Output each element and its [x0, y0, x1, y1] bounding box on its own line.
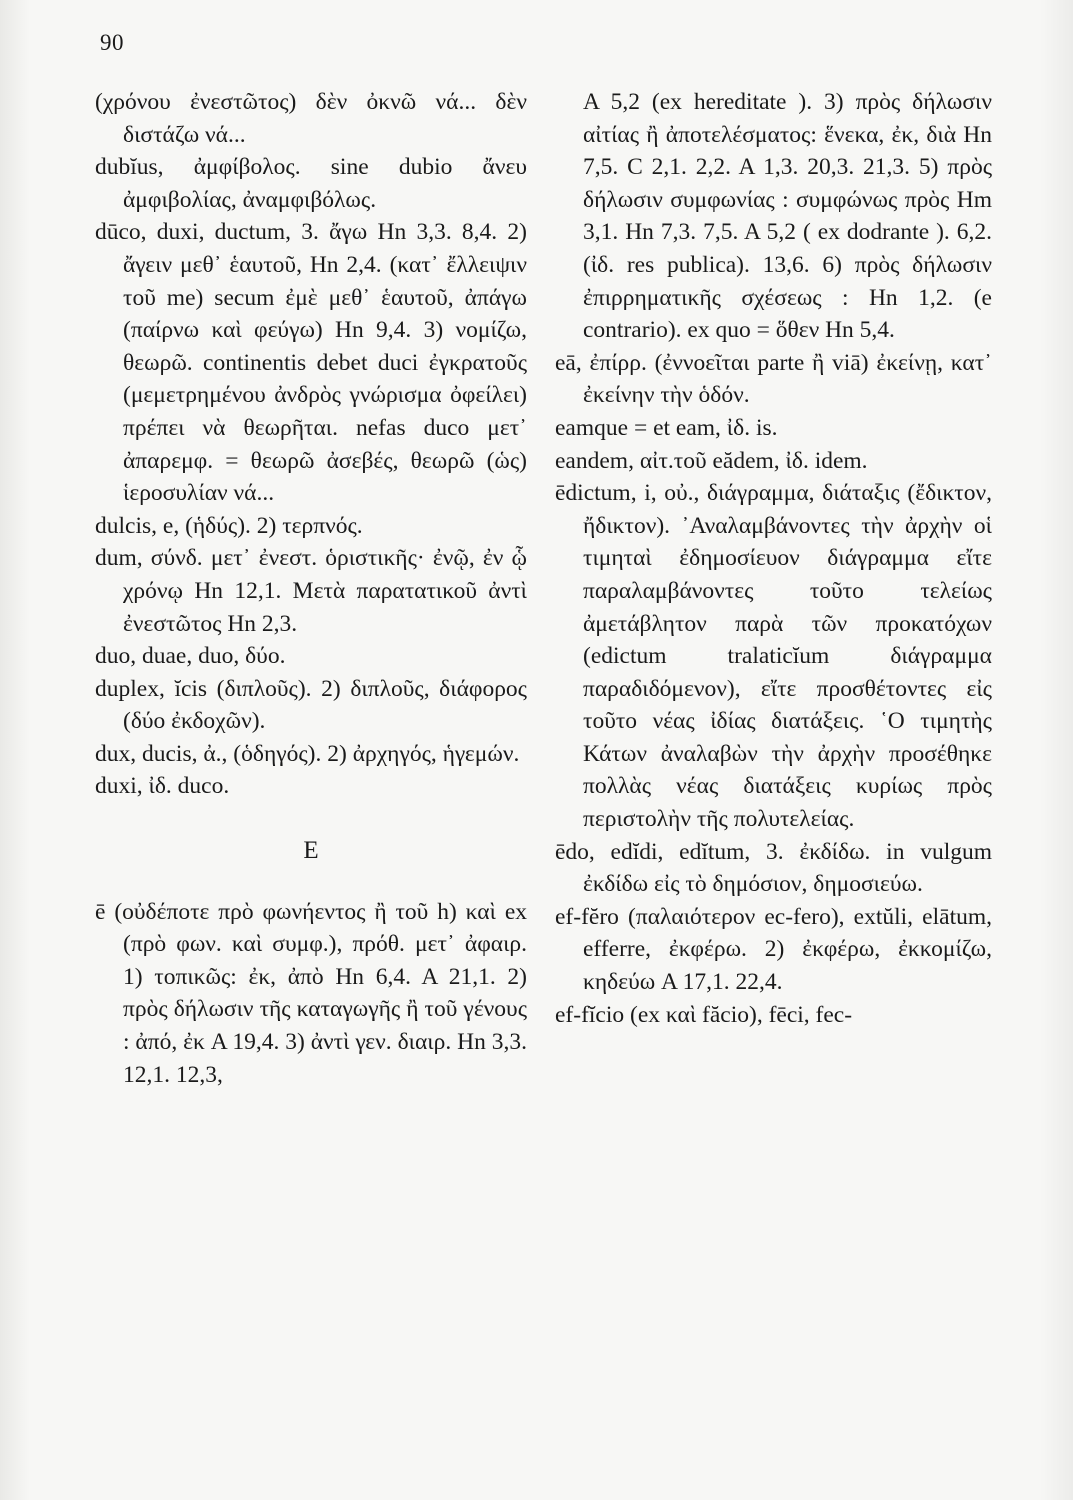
dictionary-entry: ef-fĭcio (ex καὶ făcio), fēci, fec- [555, 1001, 853, 1028]
dictionary-entry: dux, ducis, ἀ., (ὁδηγός). 2) ἀρχηγός, ἡγεμών. [95, 740, 520, 767]
section-letter-heading: E [303, 837, 319, 865]
dictionary-entry: ēdictum, i, οὐ., διάγραμμα, διάταξις (ἔδικτον, ἤδικτον). ᾿Αναλαμβάνοντες τὴν ἀρχὴν οἱ τιμηταὶ ἐδημοσίευον διάγραμμα εἴτε παραλαμβάνοντες τοῦτο τελείως ἀμετάβλητον παρὰ τῶν προκατόχων (edictum tralaticĭum διάγραμμα παραδιδόμενον), εἴτε προσθέτοντες εἰς τοῦτο νέας ἰδίας διατάξεις. ῾Ο τιμητὴς Κάτων ἀναλαβὼν τὴν ἀρχὴν προσέθηκε πολλὰς νέας διατάξεις κυρίως πρὸς περιστολὴν τῆς πολυτελείας. [555, 480, 992, 833]
page-number: 90 [100, 30, 124, 55]
dictionary-entry: ē (οὐδέποτε πρὸ φωνήεντος ἢ τοῦ h) καὶ ex (πρὸ φων. καὶ συμφ.), πρόθ. μετ᾽ ἀφαιρ. 1) τοπικῶς: ἐκ, ἀπὸ Hn 6,4. A 21,1. 2) πρὸς δήλωσιν τῆς καταγωγῆς ἢ τοῦ γένους : ἀπό, ἐκ A 19,4. 3) ἀντὶ γεν. διαιρ. Hn 3,3. 12,1. 12,3, [95, 898, 527, 1088]
right-column [555, 86, 992, 1031]
dictionary-entry: eamque = et eam, ἰδ. is. [555, 414, 778, 441]
dictionary-entry: dubĭus, ἀμφίβολος. sine dubio ἄνευ ἀμφιβολίας, ἀναμφιβόλως. [95, 154, 527, 213]
dictionary-entry: ēdo, edĭdi, edĭtum, 3. ἐκδίδω. in vulgum ἐκδίδω εἰς τὸ δημόσιον, δημοσιεύω. [555, 838, 992, 898]
dictionary-entry: eā, ἐπίρρ. (ἐννοεῖται parte ἢ viā) ἐκείνῃ, κατ᾽ ἐκείνην τὴν ὁδόν. [555, 349, 992, 409]
dictionary-entry: eandem, αἰτ.τοῦ eădem, ἰδ. idem. [555, 447, 868, 474]
dictionary-entry: dūco, duxi, ductum, 3. ἄγω Hn 3,3. 8,4. 2) ἄγειν μεθ᾽ ἑαυτοῦ, Hn 2,4. (κατ᾽ ἔλλειψιν τοῦ me) secum ἐμὲ μεθ᾽ ἑαυτοῦ, ἀπάγω (παίρνω καὶ φεύγω) Hn 9,4. 3) νομίζω, θεωρῶ. continentis debet duci ἐγκρατοῦς (μεμετρημένου ἀνδρὸς γνώρισμα ὀφείλει) πρέπει νὰ θεωρῆται. nefas duco μετ᾽ ἀπαρεμφ. = θεωρῶ ἀσεβές, θεωρῶ (ὡς) ἱεροσυλίαν νά... [95, 219, 527, 507]
dictionary-entry: (χρόνου ἐνεστῶτος) δὲν ὀκνῶ νά... δὲν διστάζω νά... [95, 89, 527, 148]
left-column [95, 86, 527, 1091]
dictionary-entry: duo, duae, duo, δύο. [95, 643, 286, 670]
dictionary-entry: duxi, ἰδ. duco. [95, 773, 230, 800]
dictionary-entry: duplex, ĭcis (διπλοῦς). 2) διπλοῦς, διάφορος (δύο ἐκδοχῶν). [95, 675, 527, 735]
entry-continuation: A 5,2 (ex hereditate ). 3) πρὸς δήλωσιν αἰτίας ἢ ἀποτελέσματος: ἕνεκα, ἐκ, διὰ Hn 7,5. C 2,1. 2,2. A 1,3. 20,3. 21,3. 5) πρὸς δήλωσιν συμφωνίας : συμφώνως πρὸς Hm 3,1. Hn 7,3. 7,5. A 5,2 ( ex dodrante ). 6,2. (ἰδ. res publica). 13,6. 6) πρὸς δήλωσιν ἐπιρρηματικῆς σχέσεως : Hn 1,2. (e contrario). ex quo = ὅθεν Hn 5,4. [583, 89, 992, 344]
dictionary-entry: ef-fĕro (παλαιότερον ec-fero), extŭli, elātum, efferre, ἐκφέρω. 2) ἐκφέρω, ἐκκομίζω, κηδεύω A 17,1. 22,4. [555, 903, 992, 996]
dictionary-entry: dulcis, e, (ἡδύς). 2) τερπνός. [95, 512, 363, 539]
dictionary-entry: dum, σύνδ. μετ᾽ ἐνεστ. ὁριστικῆς· ἐνῷ, ἐν ᾧ χρόνῳ Hn 12,1. Μετὰ παρατατικοῦ ἀντὶ ἐνεστῶτος Hn 2,3. [95, 545, 527, 637]
